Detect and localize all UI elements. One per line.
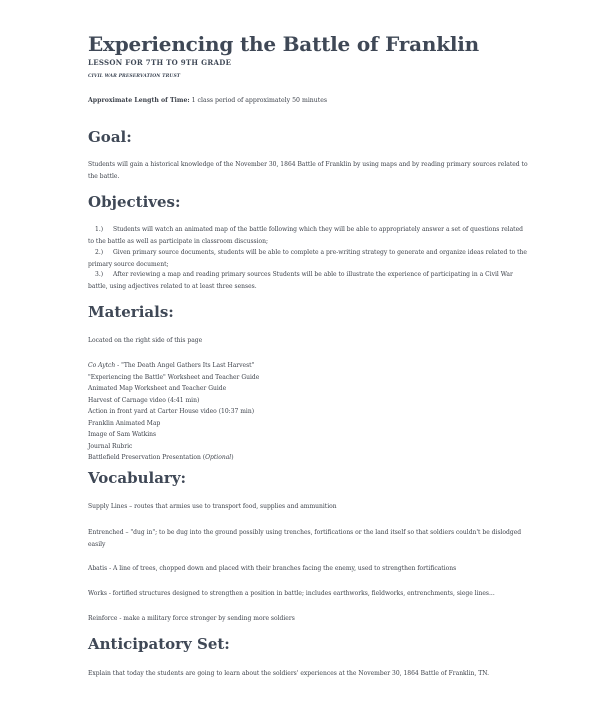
- materials-list: [88, 360, 259, 464]
- goal-text: Students will gain a historical knowledge of the November 30, 1864 Battle of Franklin by using maps and by reading primary sources related to the battle.: [88, 161, 528, 180]
- material-item[interactable]: Battlefield Preservation Presentation (Optional): [88, 454, 234, 461]
- vocab-item-entrenched: Entrenched – "dug in"; to be dug into the ground possibly using trenches, fortifications or the land itself so that soldiers couldn't be dislodged easily: [88, 529, 522, 548]
- material-item[interactable]: Animated Map Worksheet and Teacher Guide: [88, 385, 227, 392]
- material-item[interactable]: "Experiencing the Battle" Worksheet and Teacher Guide: [88, 373, 260, 381]
- anticipatory-text: Explain that today the students are going to learn about the soldiers' experiences at the November 30, 1864 Battle of Franklin, TN.: [88, 670, 489, 677]
- objective-item-3: [88, 269, 528, 292]
- goal-heading: Goal:: [88, 128, 132, 146]
- organization-name: CIVIL WAR PRESERVATION TRUST: [88, 74, 181, 79]
- vocabulary-heading: Vocabulary:: [88, 469, 187, 487]
- material-item[interactable]: Co Aytch - "The Death Angel Gathers Its Last Harvest": [88, 362, 255, 369]
- objectives-heading: Objectives:: [88, 193, 181, 211]
- objective-number: 1.): [95, 226, 104, 233]
- material-item[interactable]: Action in front yard at Carter House video (10:37 min): [88, 408, 255, 415]
- material-item[interactable]: Franklin Animated Map: [88, 419, 161, 427]
- book-title: Co Aytch: [88, 362, 116, 369]
- page-title: Experiencing the Battle of Franklin: [88, 32, 480, 56]
- material-item[interactable]: Journal Rubric: [88, 442, 133, 450]
- objective-text: Students will watch an animated map of the battle following which they will be able to appropriately answer a set of questions related to the battle as well as participate in classroom discussion;: [88, 226, 523, 245]
- anticipatory-heading: Anticipatory Set:: [88, 635, 230, 653]
- vocab-item-supply-lines: Supply Lines – routes that armies use to transport food, supplies and ammunition: [88, 503, 337, 510]
- objective-number: 2.): [95, 249, 104, 256]
- material-item[interactable]: Image of Sam Watkins: [88, 431, 157, 438]
- materials-intro: Located on the right side of this page: [88, 337, 203, 344]
- length-value: 1 class period of approximately 50 minutes: [191, 97, 328, 104]
- objective-item-1: [88, 224, 528, 247]
- vocab-item-reinforce: Reinforce - make a military force stronger by sending more soldiers: [88, 615, 295, 622]
- materials-heading: Materials:: [88, 303, 174, 321]
- objective-text: Given primary source documents, students will be able to complete a pre-writing strategy to generate and organize ideas related to the primary source document;: [88, 249, 527, 268]
- vocab-item-abatis: Abatis - A line of trees, chopped down and placed with their branches facing the enemy, used to strengthen fortifications: [88, 565, 457, 572]
- lesson-subtitle: LESSON FOR 7TH TO 9TH GRADE: [88, 58, 232, 67]
- objective-text: After reviewing a map and reading primary sources Students will be able to illustrate the experience of participating in a Civil War battle, using adjectives related to at least three senses.: [88, 271, 513, 290]
- length-of-time: [88, 97, 327, 104]
- objective-item-2: [88, 247, 528, 270]
- material-item[interactable]: Harvest of Carnage video (4:41 min): [88, 396, 200, 404]
- vocab-item-works: Works - fortified structures designed to strengthen a position in battle; includes earthworks, fieldworks, entrenchments, siege lines...: [88, 590, 495, 597]
- objective-number: 3.): [95, 271, 104, 278]
- length-label: Approximate Length of Time:: [88, 97, 190, 104]
